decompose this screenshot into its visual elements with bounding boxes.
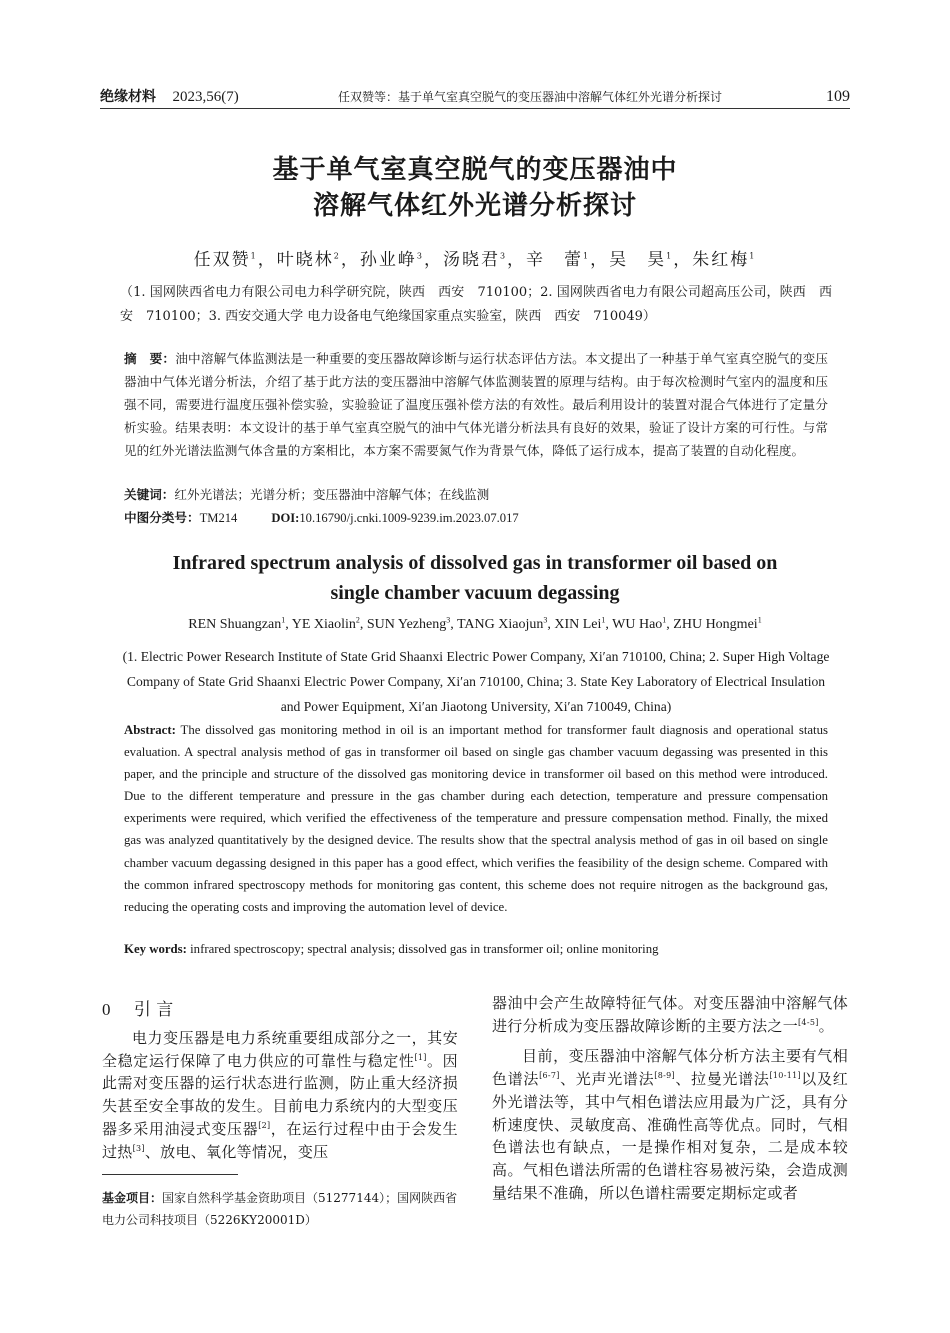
keywords-zh xyxy=(124,484,489,503)
author-separator: , xyxy=(285,617,292,632)
journal-name: 绝缘材料 xyxy=(100,89,156,105)
author-affiliation-mark: 1 xyxy=(250,251,258,261)
keywords-zh-label: 关键词： xyxy=(124,487,175,502)
author-name: REN Shuangzan xyxy=(188,617,282,632)
author xyxy=(188,617,285,632)
author-affiliation-mark: 1 xyxy=(601,615,606,625)
keywords-en-label: Key words: xyxy=(124,942,187,956)
keywords-zh-text: 红外光谱法；光谱分析；变压器油中溶解气体；在线监测 xyxy=(174,487,490,502)
running-title: 任双赞等：基于单气室真空脱气的变压器油中溶解气体红外光谱分析探讨 xyxy=(337,90,722,104)
author xyxy=(367,617,450,632)
author-name: ZHU Hongmei xyxy=(673,617,758,632)
abstract-zh-text: 油中溶解气体监测法是一种重要的变压器故障诊断与运行状态评估方法。本文提出了一种基于单气室真空脱气的变压器油中气体光谱分析法，介绍了基于此方法的变压器油中溶解气体监测装置的原理与结构。由于每次检测时气室内的温度和压强不同，需要进行温度压强补偿实验，实验验证了温度压强补偿方法的有效性。最后利用设计的装置对混合气体进行了定量分析实验。结果表明：本文设计的基于单气室真空脱气的油中气体光谱分析法具有良好的效果，验证了设计方案的可行性。与常见的红外光谱法监测气体含量的方案相比，本方案不需要氮气作为背景气体，降低了运行成本，提高了装置的自动化程度。 xyxy=(124,351,829,458)
title-zh-line-2: 溶解气体红外光谱分析探讨 xyxy=(312,191,637,221)
author-affiliation-mark: 1 xyxy=(757,615,762,625)
clc-code: TM214 xyxy=(199,511,238,525)
section-heading xyxy=(102,995,173,1020)
author xyxy=(673,617,761,632)
author-name: 汤晓君 xyxy=(442,250,500,270)
text-run: 电力变压器是电力系统重要组成部分之一，其安全稳定运行保障了电力供应的可靠性与稳定性 xyxy=(102,1029,458,1070)
citation: [6-7] xyxy=(539,1071,560,1081)
funding-label: 基金项目： xyxy=(102,1191,163,1205)
citation: [10-11] xyxy=(769,1071,801,1081)
footnote-rule xyxy=(102,1174,238,1175)
funding-text: 国家自然科学基金资助项目（51277144）；国网陕西省电力公司科技项目（5226KY20001D） xyxy=(102,1191,458,1227)
abstract-en-label: Abstract: xyxy=(124,723,176,737)
author xyxy=(277,250,341,270)
author-separator: , xyxy=(605,617,613,632)
keywords-en-text: infrared spectroscopy; spectral analysis; dissolved gas in transformer oil; online monitoring xyxy=(190,942,659,956)
author-separator: , xyxy=(450,617,457,632)
author-affiliation-mark: 3 xyxy=(416,251,424,261)
author-affiliation-mark: 1 xyxy=(281,615,286,625)
text-run: ，在运行过程中由于会发生过热 xyxy=(102,1119,458,1161)
intro-left-column xyxy=(102,1027,458,1163)
abstract-en xyxy=(124,719,828,918)
author-name: TANG Xiaojun xyxy=(456,617,544,632)
author-affiliation-mark: 1 xyxy=(749,251,757,261)
header-rule xyxy=(100,108,850,109)
abstract-zh xyxy=(124,347,828,462)
classification-line xyxy=(124,507,519,526)
article-title-zh xyxy=(100,152,850,224)
author xyxy=(292,617,360,632)
author-name: 辛 蕾 xyxy=(526,250,584,270)
citation: [4-5] xyxy=(798,1017,819,1027)
intro-paragraph-2 xyxy=(492,1045,848,1204)
journal-header xyxy=(100,86,239,106)
title-en-line-1: Infrared spectrum analysis of dissolved gas in transformer oil based on xyxy=(172,552,778,574)
author-separator: ， xyxy=(340,250,360,270)
affiliation-en: (1. Electric Power Research Institute of State Grid Shaanxi Electric Power Company, Xi′an 710100, China; 2. Super High Voltage Company of State Grid Shaanxi Electric Power Company, Xi′an 710100, China; 3. State Key Laboratory of Electrical Insulation and Power Equipment, Xi′an Jiaotong University, Xi′an 710049, China) xyxy=(122,649,830,714)
affiliation-zh: （1. 国网陕西省电力有限公司电力科学研究院，陕西 西安 710100；2. 国网陕西省电力有限公司超高压公司，陕西 西安 710100；3. 西安交通大学 电力设备电气绝缘国家重点实验室，陕西 西安 710049） xyxy=(120,285,832,324)
author-affiliation-mark: 3 xyxy=(543,615,548,625)
author-name: YE Xiaolin xyxy=(291,617,356,632)
author-separator: , xyxy=(666,617,674,632)
author-affiliation-mark: 3 xyxy=(446,615,451,625)
author-separator: , xyxy=(359,617,367,632)
author-name: SUN Yezheng xyxy=(366,617,447,632)
funding-note xyxy=(102,1187,458,1231)
author-name: 任双赞 xyxy=(193,250,251,270)
intro-paragraph-continued xyxy=(492,992,848,1037)
author-name: 孙业峥 xyxy=(359,250,417,270)
text-run: 、光声光谱法 xyxy=(559,1070,655,1089)
text-run: 以及红外光谱法等，其中气相色谱法应用最为广泛，具有分析速度快、灵敏度高、准确性高等优点。同时，气相色谱法也有缺点，一是操作相对复杂，二是成本较高。气相色谱法所需的色谱柱容易被污染，会造成测量结果不准确，所以色谱柱需要定期标定或者 xyxy=(492,1070,848,1202)
text-run: 器油中会产生故障特征气体。对变压器油中溶解气体进行分析成为变压器故障诊断的主要方法之一 xyxy=(492,994,848,1035)
author-separator: ， xyxy=(423,250,443,270)
author-separator: ， xyxy=(590,250,610,270)
author-separator: ， xyxy=(673,250,693,270)
text-run: 目前，变压器油中溶解气体分析方法主要有气相色谱法 xyxy=(492,1047,848,1089)
author-affiliation-mark: 1 xyxy=(666,251,674,261)
doi-value: 10.16790/j.cnki.1009-9239.im.2023.07.017 xyxy=(299,511,519,525)
page-number: 109 xyxy=(826,88,850,105)
authors-en xyxy=(100,617,850,633)
text-run: 、拉曼光谱法 xyxy=(674,1070,770,1089)
author xyxy=(457,617,547,632)
author-separator: , xyxy=(547,617,555,632)
author-affiliation-mark: 1 xyxy=(583,251,591,261)
keywords-en xyxy=(124,942,659,957)
author xyxy=(194,250,258,270)
author-separator: ， xyxy=(257,250,277,270)
citation: [3] xyxy=(132,1143,145,1153)
abstract-zh-label: 摘 要： xyxy=(124,351,176,366)
author xyxy=(526,250,590,270)
author xyxy=(360,250,424,270)
author xyxy=(692,250,756,270)
author-affiliation-mark: 3 xyxy=(499,251,508,261)
author-name: 朱红梅 xyxy=(692,250,750,270)
title-en-line-2: single chamber vacuum degassing xyxy=(330,582,620,604)
section-title: 引 言 xyxy=(133,1000,174,1020)
author-separator: ， xyxy=(507,250,527,270)
author xyxy=(443,250,507,270)
author-name: XIN Lei xyxy=(554,617,602,632)
author-affiliation-mark: 2 xyxy=(355,615,360,625)
citation: [8-9] xyxy=(654,1071,675,1081)
abstract-en-text: The dissolved gas monitoring method in oil is an important method for transformer fault diagnosis and operational status evaluation. A spectral analysis method of gas in transformer oil based on single gas chamber vacuum degassing was presented in this paper, and the principle and structure of the dissolved gas monitoring device in transformer oil based on this method were introduced. Due to the different temperature and pressure in the gas chamber during each detection, temperature and pressure compensation experiments were required, which verified the effectiveness of the temperature and pressure compensation method. Finally, the mixed gas was analyzed quantitatively by the designed device. The results show that the spectral analysis method of gas in oil based on single chamber vacuum degassing designed in this paper has a good effect, which verifies the feasibility of the design scheme. Compared with the common infrared spectroscopy methods for monitoring gas content, this scheme does not require nitrogen as the background gas, reducing the operating costs and improving the automation level of device. xyxy=(124,723,828,914)
author-affiliation-mark: 1 xyxy=(662,615,667,625)
author-affiliation-mark: 2 xyxy=(333,251,341,261)
clc-label: 中图分类号： xyxy=(124,510,200,525)
authors-zh xyxy=(100,245,850,270)
article-title-en xyxy=(100,548,850,608)
author-name: 叶晓林 xyxy=(276,250,334,270)
text-run: 。 xyxy=(818,1016,834,1035)
section-number: 0 xyxy=(102,1000,111,1019)
citation: [1] xyxy=(414,1052,427,1062)
citation: [2] xyxy=(258,1120,271,1130)
text-run: 、放电、氧化等情况，变压 xyxy=(144,1142,329,1161)
intro-right-column xyxy=(492,992,848,1204)
author-name: WU Hao xyxy=(612,617,663,632)
author xyxy=(609,250,673,270)
author xyxy=(554,617,605,632)
author-name: 吴 昊 xyxy=(609,250,667,270)
title-zh-line-1: 基于单气室真空脱气的变压器油中 xyxy=(272,155,678,185)
journal-issue: 2023,56(7) xyxy=(172,89,239,105)
intro-paragraph-1 xyxy=(102,1027,458,1163)
author xyxy=(612,617,666,632)
text-run: 。因此需对变压器的运行状态进行监测，防止重大经济损失甚至安全事故的发生。目前电力系统内的大型变压器多采用油浸式变压器 xyxy=(102,1051,458,1138)
doi-label: DOI: xyxy=(271,511,300,525)
